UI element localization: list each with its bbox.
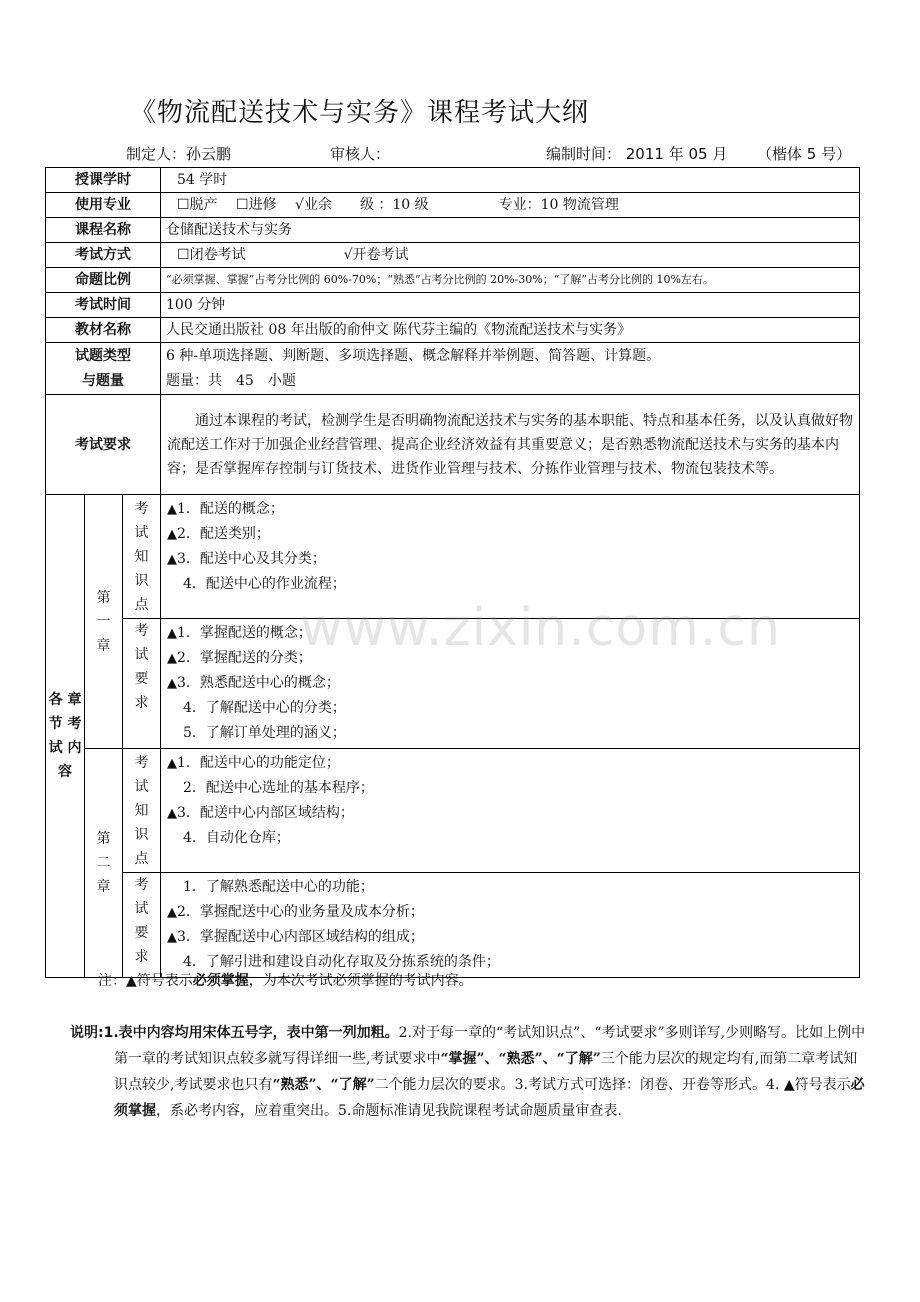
label-char: 要 (134, 671, 149, 687)
explanation-text-5: ，系必考内容，应着重突出。5.命题标准请见我院课程考试命题质量审查表. (156, 1103, 622, 1119)
hours-value: 54 学时 (161, 168, 860, 193)
item-text: 2．配送中心选址的基本程序； (183, 780, 374, 796)
label-char: 考 (134, 877, 149, 893)
item-text: 3．配送中心内部区域结构； (177, 805, 354, 821)
major-label: 使用专业 (46, 193, 161, 218)
list-item (167, 900, 853, 925)
explanation-bold-4: 必须掌握 (114, 1077, 865, 1119)
item-text: 1．了解熟悉配送中心的功能； (183, 879, 374, 895)
section-label-char: 考 (67, 716, 82, 732)
item-text: 3．配送中心及其分类； (177, 551, 326, 567)
explanation-body (70, 1020, 870, 1124)
item-text: 3．掌握配送中心内部区域结构的组成； (177, 929, 424, 945)
item-text: 5．了解订单处理的涵义； (183, 725, 346, 741)
row-textbook (46, 318, 860, 343)
course-value: 仓储配送技术与实务 (161, 218, 860, 243)
chapter-2-knowledge-list (161, 749, 860, 873)
explanation-label: 说明: (70, 1025, 104, 1041)
triangle-icon: ▲ (167, 502, 178, 517)
item-text: 1．配送的概念； (177, 501, 284, 517)
font-note: （楷体 5 号） (757, 145, 852, 163)
chapter-2-knowledge-row (46, 749, 860, 873)
question-types-value (161, 343, 860, 395)
triangle-icon: ▲ (167, 930, 178, 945)
triangle-icon: ▲ (167, 676, 178, 691)
explanation-text-4: 二个能力层次的要求。3.考试方式可选择：闭卷、开卷等形式。4. ▲符号表示 (374, 1077, 851, 1093)
chapter-name-char: 第 (96, 589, 111, 606)
list-item (167, 751, 853, 776)
section-label (46, 495, 85, 978)
label-char: 点 (134, 850, 149, 867)
chapter-2-req-label (123, 873, 161, 978)
list-item (167, 497, 853, 522)
duration-label: 考试时间 (46, 293, 161, 318)
item-text: 2．掌握配送中心的业务量及成本分析； (177, 904, 424, 920)
list-item (167, 925, 853, 950)
section-label-char: 章 (67, 692, 82, 708)
triangle-icon: ▲ (167, 756, 178, 771)
exam-outline-table (45, 167, 860, 978)
question-types-label (46, 343, 161, 395)
date-field: 编制时间： 2011 年 05 月 (546, 145, 728, 163)
item-text: 4．自动化仓库； (183, 830, 290, 846)
course-label: 课程名称 (46, 218, 161, 243)
chapter-2-req-list (161, 873, 860, 978)
label-char: 知 (134, 548, 149, 565)
item-text: 1．掌握配送的概念； (177, 625, 312, 641)
question-types-label-2: 与题量 (82, 372, 124, 389)
list-item (167, 721, 853, 746)
footnote-bold: 必须掌握 (192, 973, 249, 989)
page-title: 《物流配送技术与实务》课程考试大纲 (130, 98, 590, 128)
label-char: 求 (134, 695, 149, 711)
list-item (167, 776, 853, 801)
hours-label: 授课学时 (46, 168, 161, 193)
row-question-types (46, 343, 860, 395)
chapter-name-char: 一 (96, 613, 111, 630)
section-label-char: 试 (48, 740, 63, 756)
chapter-name-char: 章 (96, 879, 111, 895)
ratio-label: 命题比例 (46, 268, 161, 293)
requirements-value: 通过本课程的考试，检测学生是否明确物流配送技术与实务的基本职能、特点和基本任务，以及认真做好物流配送工作对于加强企业经营管理、提高企业经济效益有其重要意义；是否熟悉物流配送技术与实务的基本内容；是否掌握库存控制与订货技术、进货作业管理与技术、分拣作业管理与技术、物流包装技术等。 (161, 395, 860, 495)
explanation-bold-3: “熟悉”、“了解” (272, 1077, 375, 1093)
list-item (167, 671, 853, 696)
label-char: 试 (134, 524, 149, 541)
label-char: 试 (134, 778, 149, 795)
question-types-line-1: 6 种-单项选择题、判断题、多项选择题、概念解释并举例题、简答题、计算题。 (166, 347, 661, 364)
chapter-1-name (85, 495, 123, 749)
row-major (46, 193, 860, 218)
label-char: 要 (134, 925, 149, 941)
question-count: 题量：共 45 小题 (166, 372, 296, 389)
list-item (167, 875, 853, 900)
ratio-value: “必须掌握、掌握”占考分比例的 60%-70%；“熟悉”占考分比例的 20%-30%；“了解”占考分比例的 10%左右。 (161, 268, 860, 293)
label-char: 考 (134, 754, 149, 771)
triangle-icon: ▲ (167, 552, 178, 567)
label-char: 识 (134, 572, 149, 589)
explanation-text-2: 2.对于每一章的“考试知识点”、“考试要求”多则详写,少则略写。比如上例中第一章的考试知识点较多就写得详细一些,考试要求中 (114, 1025, 866, 1067)
list-item (167, 522, 853, 547)
item-text: 4．了解配送中心的分类； (183, 700, 346, 716)
row-exam-mode (46, 243, 860, 268)
row-requirements (46, 395, 860, 495)
explanation-text-3: 三个能力层次的规定均有,而第二章考试知识点较少,考试要求也只有 (114, 1051, 858, 1093)
list-item (167, 572, 853, 597)
explanation-bold-2: “掌握”、“熟悉”、“了解” (440, 1051, 601, 1067)
footnote-suffix: ，为本次考试必须掌握的考试内容。 (248, 973, 473, 989)
item-text: 2．配送类别； (177, 526, 270, 542)
exam-mode-value: ☐闭卷考试 √开卷考试 (161, 243, 860, 268)
triangle-icon: ▲ (167, 527, 178, 542)
section-label-char: 容 (58, 764, 72, 780)
textbook-value: 人民交通出版社 08 年出版的俞仲文 陈代芬主编的《物流配送技术与实务》 (161, 318, 860, 343)
footnote-prefix: 注：▲符号表示 (98, 973, 193, 989)
duration-value: 100 分钟 (161, 293, 860, 318)
item-text: 1．配送中心的功能定位； (177, 755, 340, 771)
row-course (46, 218, 860, 243)
label-char: 试 (134, 647, 149, 663)
section-label-char: 各 (48, 692, 63, 708)
triangle-icon: ▲ (167, 626, 178, 641)
chapter-name-char: 二 (96, 855, 111, 871)
item-text: 4．了解引进和建设自动化存取及分拣系统的条件； (183, 954, 500, 970)
major-value: ☐脱产 ☐进修 √业余 级 ：10 级 专业：10 物流管理 (161, 193, 860, 218)
exam-mode-label: 考试方式 (46, 243, 161, 268)
item-text: 4．配送中心的作业流程； (183, 576, 346, 592)
triangle-icon: ▲ (167, 905, 178, 920)
item-text: 3．熟悉配送中心的概念； (177, 675, 340, 691)
list-item (167, 696, 853, 721)
list-item (167, 801, 853, 826)
section-label-char: 内 (67, 740, 82, 756)
list-item (167, 547, 853, 572)
explanation-bold-1: 1.表中内容均用宋体五号字，表中第一列加粗。 (103, 1025, 399, 1041)
chapter-name-char: 第 (96, 831, 111, 847)
label-char: 考 (134, 623, 149, 639)
label-char: 试 (134, 901, 149, 917)
question-types-label-1: 试题类型 (75, 347, 131, 364)
chapter-2-requirement-row (46, 873, 860, 978)
chapter-1-knowledge-label (123, 495, 161, 619)
requirements-label: 考试要求 (46, 395, 161, 495)
textbook-label: 教材名称 (46, 318, 161, 343)
label-char: 求 (134, 949, 149, 965)
reviewer-field: 审核人： (330, 145, 391, 163)
chapter-name-char: 章 (96, 637, 111, 654)
triangle-icon: ▲ (167, 651, 178, 666)
row-ratio (46, 268, 860, 293)
list-item (167, 826, 853, 851)
triangle-icon: ▲ (167, 806, 178, 821)
footnote (98, 970, 473, 990)
label-char: 点 (134, 596, 149, 613)
chapter-2-name (85, 749, 123, 978)
watermark: www.zixin.com.cn (300, 598, 781, 658)
label-char: 考 (134, 500, 149, 517)
row-duration (46, 293, 860, 318)
chapter-2-knowledge-label (123, 749, 161, 873)
section-label-char: 节 (48, 716, 63, 732)
chapter-1-req-label (123, 619, 161, 749)
row-hours (46, 168, 860, 193)
label-char: 识 (134, 826, 149, 843)
author-field: 制定人：孙云鹏 (126, 145, 232, 163)
label-char: 知 (134, 802, 149, 819)
explanation (70, 1020, 870, 1124)
item-text: 2．掌握配送的分类； (177, 650, 312, 666)
